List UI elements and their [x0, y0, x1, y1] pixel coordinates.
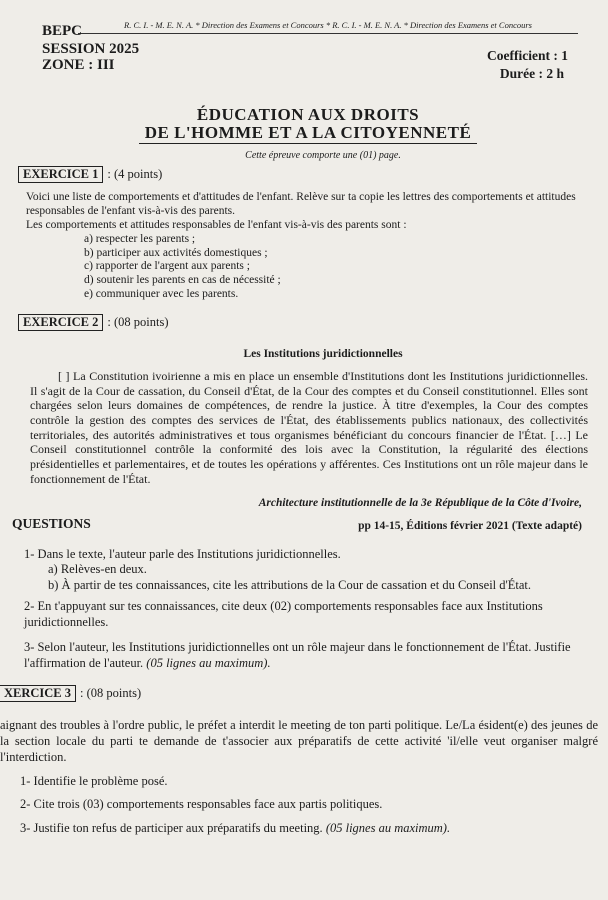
exercise-3-points: : (08 points)	[80, 686, 142, 701]
exercise-2-question-2: 2- En t'appuyant sur tes connaissances, cite deux (02) comportements responsables face aux Institutions juridictionnelles.	[24, 599, 543, 629]
exercise-1-label: EXERCICE 1	[18, 166, 103, 183]
exercise-2-text	[30, 369, 588, 486]
page-count-note: Cette épreuve comporte une (01) page.	[245, 150, 401, 162]
exercise-2-question-3-text: 3- Selon l'auteur, les Institutions juridictionnelles ont un rôle majeur dans le fonctionnement de l'État. Justifie l'affirmation de l'auteur.	[24, 640, 571, 670]
exercise-3-situation: aignant des troubles à l'ordre public, le préfet a interdit le meeting de ton parti politique. Le/La ésident(e) des jeunes de la section locale du parti te demande de t'associer aux préparatifs de cette activité 'il/elle veut organiser malgré l'interdiction.	[0, 718, 598, 764]
exercise-1-lead: Les comportements et attitudes responsables de l'enfant vis-à-vis des parents sont :	[26, 219, 407, 232]
exercise-1-points: : (4 points)	[107, 167, 163, 182]
subject-title-line1: ÉDUCATION AUX DROITS	[196, 105, 420, 125]
exercise-3-label: XERCICE 3	[0, 685, 76, 702]
text-source-line2: pp 14-15, Éditions février 2021 (Texte adapté)	[358, 519, 582, 532]
exercise-2-question-1: 1- Dans le texte, l'auteur parle des Institutions juridictionnelles.	[24, 546, 341, 561]
subject-title	[18, 106, 598, 144]
exercise-3-question-3-text: 3- Justifie ton refus de participer aux préparatifs du meeting.	[20, 820, 323, 835]
list-item: d) soutenir les parents en cas de nécessité ;	[84, 274, 281, 287]
text-source-line1: Architecture institutionnelle de la 3e République de la Côte d'Ivoire,	[258, 497, 582, 510]
exercise-2-text-body: [ ] La Constitution ivoirienne a mis en place un ensemble d'Institutions dont les Institutions juridictionnelles. Il s'agit de la Cour de cassation, du Conseil d'État, de la Cour des comptes et du Conseil constitutionnel. Elles sont chargées selon leurs domaines de compétences, de rendre la justice. À titre d'exemples, la Cour des comptes contrôle la gestion des comptes des services de l'État, des établissements publics nationaux, des collectivités territoriales, des autorités administratives et tous organismes bénéficiant du concours financier de l'État. […] Le Conseil constitutionnel contrôle la conformité des lois avec la Constitution, la régularité des élections présidentielles et parlementaires, et de toutes les opérations y afférentes. Ces Institutions ont un rôle majeur dans le fonctionnement de l'État.	[30, 369, 588, 486]
exam-name: BEPC	[42, 23, 83, 40]
text-title: Les Institutions juridictionnelles	[243, 348, 403, 361]
list-item: a) respecter les parents ;	[84, 232, 196, 245]
questions-heading: QUESTIONS	[12, 516, 91, 532]
questions-row	[12, 510, 598, 532]
exercise-3-heading	[0, 685, 598, 702]
subject-title-line2: DE L'HOMME ET A LA CITOYENNETÉ	[139, 124, 478, 144]
exam-zone: ZONE : III	[42, 57, 115, 74]
exercise-1-list	[18, 233, 598, 302]
list-item: b) participer aux activités domestiques ;	[84, 246, 268, 259]
exercise-2-heading	[18, 314, 598, 331]
exercise-2-question-3	[24, 640, 598, 671]
list-item: e) communiquer avec les parents.	[84, 288, 239, 301]
exercise-2-question-1a: a) Relèves-en deux.	[48, 562, 147, 577]
exercise-3-question-3	[20, 821, 598, 837]
exercise-3-question-1: 1- Identifie le problème posé.	[20, 773, 168, 788]
exam-coefficient: Coefficient : 1	[487, 48, 568, 64]
exercise-2-question-1b: b) À partir de tes connaissances, cite les attributions de la Cour de cassation et du Conseil d'État.	[48, 577, 532, 592]
header-top-line: R. C. I. - M. E. N. A. * Direction des Examens et Concours * R. C. I. - M. E. N. A. * Direction des Examens et Concours	[78, 14, 578, 34]
list-item: c) rapporter de l'argent aux parents ;	[84, 260, 250, 273]
exercise-1-instruction: Voici une liste de comportements et d'attitudes de l'enfant. Relève sur ta copie les lettres des comportements et attitudes responsables de l'enfant vis-à-vis des parents.	[26, 191, 576, 218]
exercise-3-question-3-limit: (05 lignes au maximum).	[325, 820, 451, 835]
exam-duration: Durée : 2 h	[499, 66, 564, 82]
exercise-2-label: EXERCICE 2	[18, 314, 103, 331]
exercise-3-question-2: 2- Cite trois (03) comportements responsables face aux partis politiques.	[20, 797, 383, 812]
exercise-2-question-3-limit: (05 lignes au maximum).	[146, 655, 271, 670]
exam-session: SESSION 2025	[42, 41, 140, 58]
exercise-2-points: : (08 points)	[107, 314, 169, 329]
exercise-1-heading	[18, 166, 598, 183]
